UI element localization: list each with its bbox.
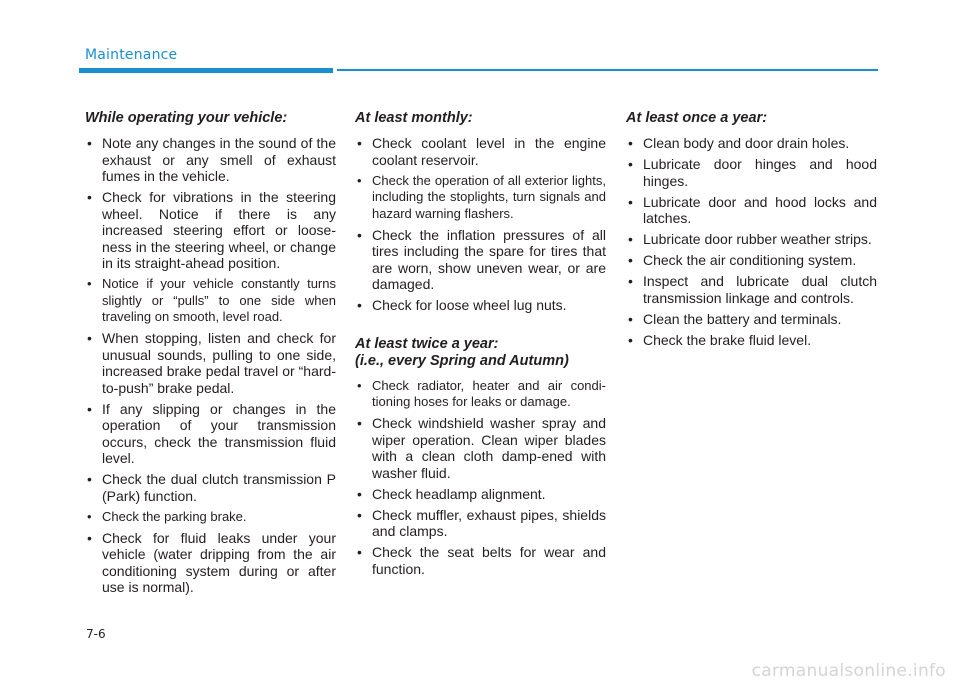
section-title-line: At least twice a year:: [355, 335, 499, 352]
list-item: [355, 415, 606, 481]
list-item: [626, 311, 877, 328]
bullet-icon: •: [357, 226, 362, 243]
list-item-text: Check the air conditioning system.: [643, 252, 857, 268]
bullet-icon: •: [628, 252, 633, 268]
section-title: [355, 336, 606, 370]
list-item: [355, 227, 606, 293]
section-title: [85, 110, 336, 127]
list-item: [355, 378, 606, 411]
section-title: [355, 110, 606, 127]
section-twice-a-year: [355, 336, 606, 578]
bullet-icon: •: [357, 544, 362, 560]
checklist: [355, 378, 606, 578]
list-item: [355, 544, 606, 577]
list-item: [626, 156, 877, 189]
list-item: [355, 507, 606, 540]
bullet-icon: •: [628, 231, 633, 247]
bullet-icon: •: [628, 331, 633, 348]
bullet-icon: •: [628, 156, 633, 172]
list-item: [85, 189, 336, 272]
column-2: [355, 110, 606, 582]
checklist: [85, 135, 336, 596]
list-item-text: Note any changes in the sound of the exhaust or any smell of exhaust fumes in the vehicle.: [102, 135, 336, 184]
bullet-icon: •: [357, 506, 362, 523]
watermark: carmanualsonline.info: [751, 661, 946, 681]
list-item: [626, 252, 877, 269]
list-item-text: Check the parking brake.: [102, 508, 247, 524]
section-title-line: (i.e., every Spring and Autumn): [355, 352, 569, 369]
list-item-text: Check headlamp alignment.: [372, 485, 546, 502]
bullet-icon: •: [87, 189, 92, 205]
list-item: [626, 135, 877, 152]
list-item-text: Check windshield washer spray and wiper operation. Clean wiper blades with a clean cloth damp-ened with washer fluid.: [372, 415, 606, 481]
list-item-text: Check muffler, exhaust pipes, shields and clamps.: [372, 506, 606, 539]
section-while-operating: [85, 110, 336, 596]
checklist: [626, 135, 877, 348]
section-monthly: [355, 110, 606, 314]
list-item: [355, 135, 606, 168]
list-item-text: Inspect and lubricate dual clutch transmission linkage and controls.: [643, 273, 877, 306]
list-item-text: Check for loose wheel lug nuts.: [372, 297, 567, 313]
list-item: [626, 194, 877, 227]
list-item-text: Check coolant level in the engine coolant reservoir.: [372, 135, 606, 168]
list-item: [85, 509, 336, 526]
bullet-icon: •: [87, 529, 92, 546]
list-item-text: Check for vibrations in the steering wheel. Notice if there is any increased steering effort or loose-ness in the steering wheel, or change in its straight-ahead position.: [102, 189, 336, 271]
list-item: [85, 401, 336, 467]
section-title-line: While operating your vehicle:: [85, 110, 288, 126]
list-item: [85, 135, 336, 185]
checklist: [355, 135, 606, 314]
list-item: [626, 332, 877, 349]
header-accent-bar: [79, 68, 333, 73]
bullet-icon: •: [357, 485, 362, 502]
bullet-icon: •: [87, 135, 92, 151]
list-item-text: If any slipping or changes in the operation of your transmission occurs, check the transmission fluid level.: [102, 400, 336, 466]
list-item-text: When stopping, listen and check for unusual sounds, pulling to one side, increased brake pedal travel or “hard-to-push” brake pedal.: [102, 330, 336, 396]
list-item: [85, 276, 336, 326]
list-item-text: Notice if your vehicle constantly turns slightly or “pulls” to one side when traveling on smooth, level road.: [102, 276, 336, 324]
bullet-icon: •: [87, 471, 92, 487]
bullet-icon: •: [628, 273, 633, 289]
bullet-icon: •: [87, 508, 92, 524]
bullet-icon: •: [357, 135, 362, 151]
section-title: [626, 110, 877, 127]
list-item-text: Check for fluid leaks under your vehicle (water dripping from the air conditioning system during or after use is normal).: [102, 529, 336, 595]
list-item: [355, 173, 606, 223]
section-title-line: At least monthly:: [355, 110, 473, 126]
section-title-line: At least once a year:: [626, 110, 768, 126]
bullet-icon: •: [628, 135, 633, 151]
list-item-text: Lubricate door rubber weather strips.: [643, 231, 872, 247]
list-item: [85, 330, 336, 396]
bullet-icon: •: [87, 330, 92, 346]
bullet-icon: •: [357, 172, 362, 188]
header-rule-line: [337, 69, 878, 71]
list-item-text: Clean body and door drain holes.: [643, 135, 850, 151]
list-item-text: Check the dual clutch transmission P (Park) function.: [102, 471, 336, 504]
list-item-text: Clean the battery and terminals.: [643, 310, 842, 327]
list-item: [626, 273, 877, 306]
list-item-text: Check radiator, heater and air condi-tioning hoses for leaks or damage.: [372, 377, 606, 409]
bullet-icon: •: [357, 297, 362, 313]
list-item: [355, 297, 606, 314]
section-once-a-year: [626, 110, 877, 348]
list-item-text: Lubricate door and hood locks and latches.: [643, 193, 877, 226]
bullet-icon: •: [357, 415, 362, 431]
section-header-title: Maintenance: [85, 47, 178, 63]
bullet-icon: •: [628, 310, 633, 327]
bullet-icon: •: [357, 377, 362, 393]
list-item: [85, 530, 336, 596]
column-3: [626, 110, 877, 353]
bullet-icon: •: [87, 400, 92, 417]
list-item-text: Check the inflation pressures of all tires including the spare for tires that are worn, show uneven wear, or are damaged.: [372, 226, 606, 292]
list-item-text: Check the seat belts for wear and function.: [372, 544, 606, 577]
list-item-text: Lubricate door hinges and hood hinges.: [643, 156, 877, 189]
list-item: [626, 231, 877, 248]
page-number: 7-6: [86, 627, 106, 641]
list-item: [355, 486, 606, 503]
list-item-text: Check the operation of all exterior lights, including the stoplights, turn signals and hazard warning flashers.: [372, 172, 606, 221]
bullet-icon: •: [87, 276, 92, 291]
column-1: [85, 110, 336, 600]
list-item-text: Check the brake fluid level.: [643, 331, 812, 348]
bullet-icon: •: [628, 193, 633, 210]
list-item: [85, 471, 336, 504]
